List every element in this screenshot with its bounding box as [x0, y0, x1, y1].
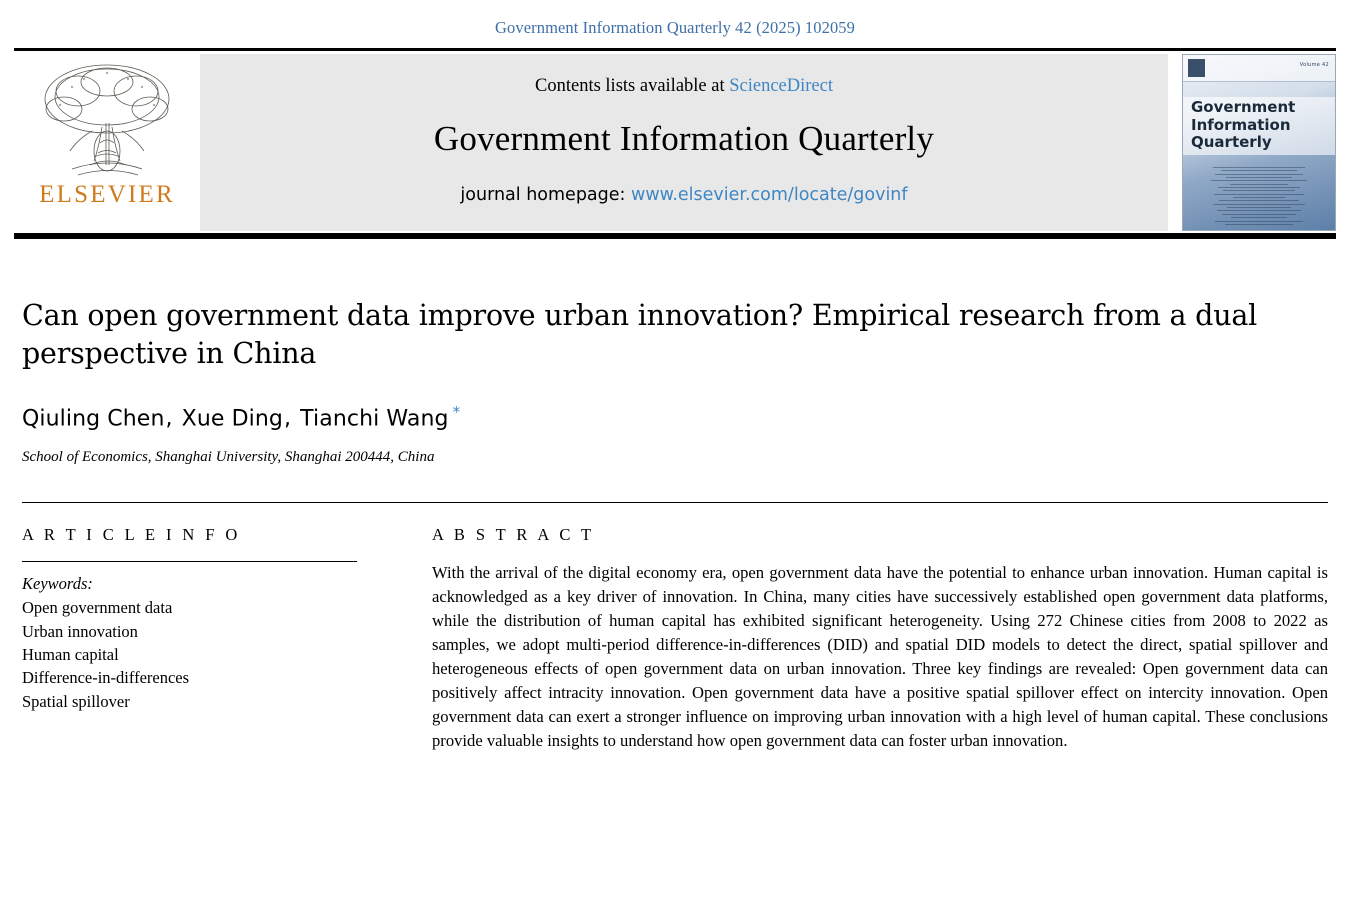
cover-title-line-1: Government — [1191, 98, 1296, 116]
article-info-heading: A R T I C L E I N F O — [22, 525, 241, 545]
abstract-text: With the arrival of the digital economy era, open government data have the potential to enhance urban innovation. Human capital is acknowledged as a key driver of innovation. In China, many cities have successively established open government data platforms, while the distribution of human capital has exhibited significant heterogeneity. Using 272 Chinese cities from 2008 to 2022 as samples, we adopt multi-period difference-in-differences (DID) and spatial DID models to detect the direct, spatial spillover and heterogeneous effects of open government data on urban innovation. Three key findings are revealed: Open government data can positively affect intracity innovation. Open government data have a positive spatial spillover effect on intercity innovation. Open government data can exert a stronger influence on improving urban innovation with a high level of human capital. These conclusions provide valuable insights to understand how open government data can foster urban innovation. — [432, 563, 1328, 751]
journal-cover-thumbnail — [1182, 54, 1336, 231]
cover-top-bar — [1183, 55, 1335, 82]
journal-banner — [14, 48, 1336, 239]
article-info-rule — [22, 561, 357, 562]
journal-title: Government Information Quarterly — [433, 119, 935, 158]
info-abstract-columns — [22, 525, 1328, 753]
list-item: Open government data — [22, 598, 173, 618]
author-name: Qiuling Chen — [22, 406, 165, 432]
banner-bottom-rule — [14, 233, 1336, 239]
elsevier-logo — [14, 51, 200, 233]
contents-prefix: Contents lists available at — [535, 76, 725, 96]
elsevier-tree-icon — [32, 57, 182, 185]
cover-title — [1191, 99, 1329, 152]
list-item: Urban innovation — [22, 621, 138, 641]
abstract-heading: A B S T R A C T — [432, 525, 595, 545]
corresponding-author-marker[interactable]: * — [452, 402, 461, 421]
author-list: Qiuling Chen, Xue Ding, Tianchi Wang * — [22, 402, 461, 432]
sciencedirect-link[interactable]: ScienceDirect — [729, 76, 833, 96]
title-block — [22, 297, 1328, 466]
journal-homepage-line — [460, 185, 907, 205]
section-divider — [22, 502, 1328, 503]
cover-title-line-2: Information — [1191, 115, 1291, 134]
abstract-column — [402, 525, 1328, 753]
contents-available-line — [535, 76, 833, 97]
keywords-label: Keywords: — [22, 574, 93, 594]
homepage-prefix: journal homepage: — [460, 185, 626, 205]
author-name: Tianchi Wang — [300, 406, 449, 432]
cover-corner-text: Volume 42 — [1299, 62, 1329, 68]
journal-homepage-link[interactable]: www.elsevier.com/locate/govinf — [631, 185, 908, 205]
cover-text-lines — [1193, 167, 1325, 224]
list-item: Spatial spillover — [22, 691, 130, 711]
article-info-column — [22, 525, 402, 753]
affiliation: School of Economics, Shanghai University, Shanghai 200444, China — [22, 449, 435, 466]
elsevier-wordmark: ELSEVIER — [39, 181, 175, 208]
cover-imprint-mark-icon — [1188, 59, 1205, 77]
keywords-list — [22, 596, 374, 713]
author-name: Xue Ding — [181, 406, 283, 432]
banner-center — [200, 54, 1168, 231]
page-title: Can open government data improve urban innovation? Empirical research from a dual perspective in China — [22, 299, 1258, 370]
list-item: Difference-in-differences — [22, 668, 190, 688]
list-item: Human capital — [22, 644, 119, 664]
running-head: Government Information Quarterly 42 (2025) 102059 — [494, 18, 856, 37]
cover-title-line-3: Quarterly — [1191, 133, 1272, 152]
